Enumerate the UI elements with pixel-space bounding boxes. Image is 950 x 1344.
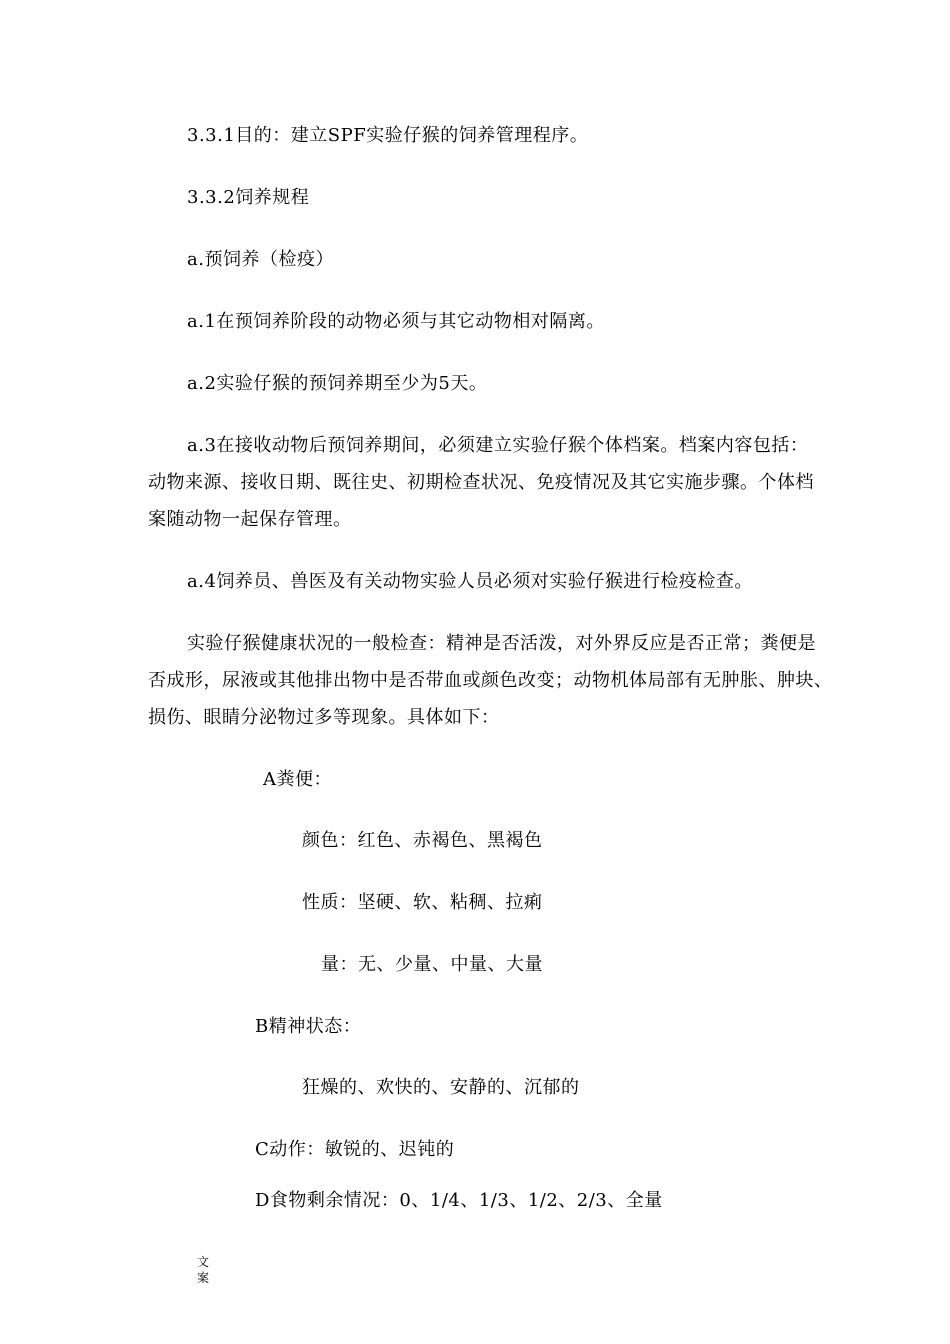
mental-state-values: 狂燥的、欢快的、安静的、沉郁的 [302,1077,580,1098]
item-a1: a.1在预饲养阶段的动物必须与其它动物相对隔离。 [187,311,605,332]
mental-state-heading: B精神状态： [255,1016,362,1037]
item-a4: a.4饲养员、兽医及有关动物实验人员必须对实验仔猴进行检疫检查。 [187,571,753,592]
feces-color: 颜色：红色、赤褐色、黑褐色 [302,830,543,851]
food-remaining-line: D食物剩余情况：0、1/4、1/3、1/2、2/3、全量 [255,1190,663,1211]
footer-label: 文案 [197,1255,210,1285]
feces-heading: A粪便： [263,769,332,790]
item-a2: a.2实验仔猴的预饲养期至少为5天。 [187,373,488,394]
health-check-line3: 损伤、眼睛分泌物过多等现象。具体如下： [148,707,500,728]
feces-texture: 性质：坚硬、软、粘稠、拉痢 [302,892,543,913]
section-heading-rules: 3.3.2饲养规程 [187,187,310,208]
item-a3-line2: 动物来源、接收日期、既往史、初期检查状况、免疫情况及其它实施步骤。个体档 [148,472,814,493]
subsection-quarantine: a.预饲养（检疫） [187,249,334,270]
section-purpose: 3.3.1目的：建立SPF实验仔猴的饲养管理程序。 [187,125,589,146]
health-check-line1: 实验仔猴健康状况的一般检查：精神是否活泼，对外界反应是否正常；粪便是 [187,633,816,654]
item-a3-line1: a.3在接收动物后预饲养期间，必须建立实验仔猴个体档案。档案内容包括： [187,435,809,456]
feces-amount: 量：无、少量、中量、大量 [321,954,543,975]
item-a3-line3: 案随动物一起保存管理。 [148,509,352,530]
movement-line: C动作：敏锐的、迟钝的 [255,1139,455,1160]
health-check-line2: 否成形，尿液或其他排出物中是否带血或颜色改变；动物机体局部有无肿胀、肿块、 [148,670,833,691]
